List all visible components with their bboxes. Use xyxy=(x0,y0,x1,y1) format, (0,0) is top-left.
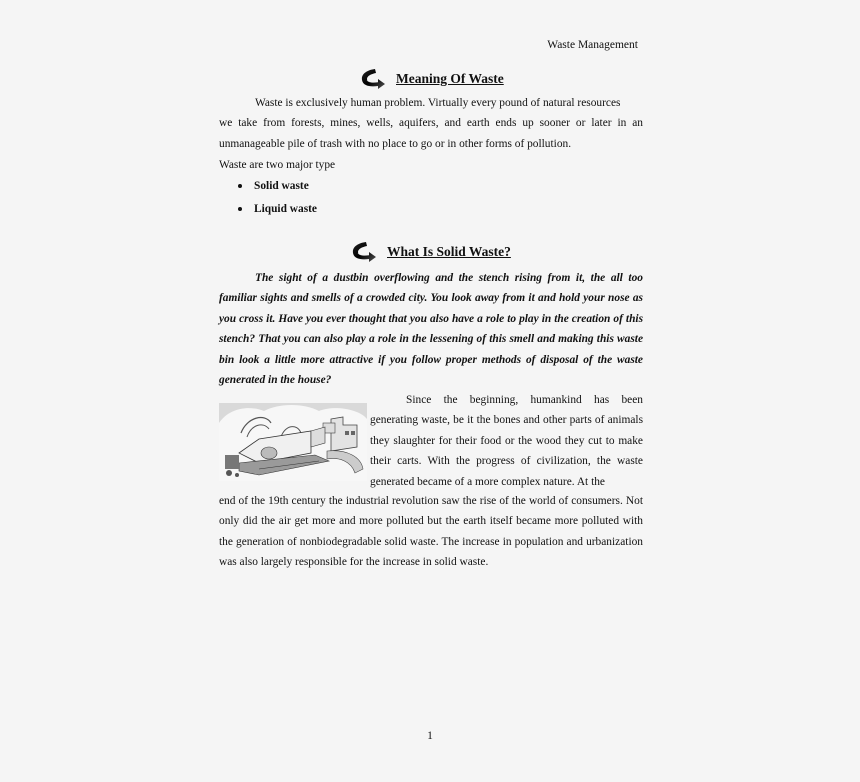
waste-types-intro: Waste are two major type xyxy=(219,159,336,171)
paragraph-history-part-2 xyxy=(219,491,643,573)
curved-arrow-icon xyxy=(358,66,388,92)
text-line: unmanageable pile of trash with no place to go or in other forms of pollution. xyxy=(219,137,572,150)
curved-arrow-icon xyxy=(349,239,379,265)
text-line: we take from forests, mines, wells, aquifers, and earth ends up sooner or later in an xyxy=(219,117,643,130)
italic-paragraph: The sight of a dustbin overflowing and the stench rising from it, the all too familiar sights and smells of a crowded city. You look away from it and hold your nose as you cross it. Have you ever thought that you also have a role to play in the creation of this stench? That you can also play a role in the lessening of this smell and making this waste bin look a little more attractive if you follow proper methods of disposal of the waste generated in the house? xyxy=(219,272,643,387)
list-item-label: Liquid waste xyxy=(254,203,317,215)
section-heading-what-is-solid-waste xyxy=(349,239,511,265)
section-title: Meaning Of Waste xyxy=(396,71,504,86)
list-item xyxy=(219,198,317,221)
paragraph-text: end of the 19th century the industrial revolution saw the rise of the world of consumers. Not only did the air get more and more polluted but the earth itself became more polluted with the generation of nonbiodegradable solid waste. The increase in population and urbanization was also largely responsible for the increase in solid waste. xyxy=(219,495,643,569)
bullet-icon xyxy=(238,207,242,211)
page-number: 1 xyxy=(427,730,433,742)
list-item xyxy=(219,175,317,198)
waste-types-list xyxy=(219,175,317,221)
paragraph-text: Since the beginning, humankind has been generating waste, be it the bones and other parts of animals they slaughter for their food or the wood they cut to make their carts. With the progress of civilization, the waste generated became of a more complex nature. At the xyxy=(370,394,643,488)
section-title: What Is Solid Waste? xyxy=(387,244,511,259)
text-line: Waste is exclusively human problem. Virtually every pound of natural resources xyxy=(255,97,621,109)
paragraph-history-part-1 xyxy=(370,390,643,492)
paragraph-dustbin xyxy=(219,268,643,390)
list-item-label: Solid waste xyxy=(254,180,309,192)
bullet-icon xyxy=(238,184,242,188)
waste-site-illustration xyxy=(219,403,367,481)
paragraph-meaning xyxy=(219,93,643,154)
section-heading-meaning-of-waste xyxy=(358,66,504,92)
running-header: Waste Management xyxy=(547,39,638,51)
